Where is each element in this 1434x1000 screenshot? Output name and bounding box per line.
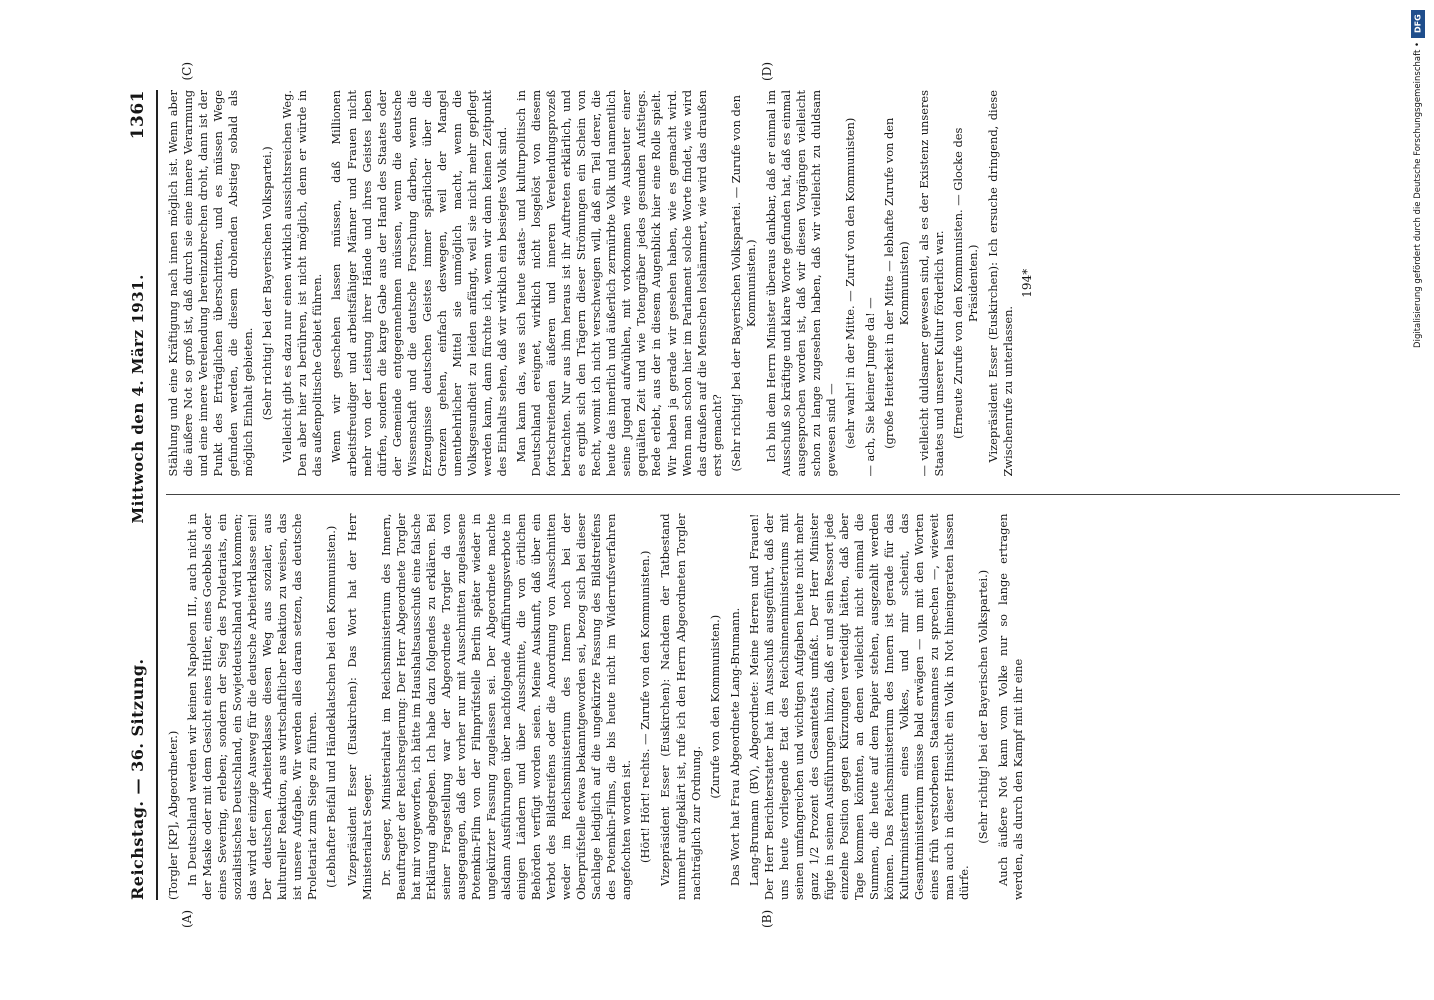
interjection: (Sehr richtig! bei der Bayerischen Volkspartei. — Zurufe von den Kommunisten.) <box>728 95 758 472</box>
page-number: 1361 <box>128 90 148 140</box>
paragraph: Auch äußere Not kann vom Volke nur so lange ertragen werden, als durch den Kampf mit ihr eine <box>996 513 1026 900</box>
paragraph: Vizepräsident Esser (Euskirchen): Ich ersuche dringend, diese Zwischenrufe zu unterlassen. <box>986 90 1016 477</box>
interjection: (Zurufe von den Kommunisten.) <box>707 614 722 799</box>
page-header <box>128 90 158 900</box>
paragraph: Vielleicht gibt es dazu nur einen wirklich aussichtsreichen Weg. Den aber hier zu berühren, ist nicht möglich, denn er würde in das außenpolitische Gebiet führen. <box>280 90 325 477</box>
header-date: Mittwoch den 4. März 1931. <box>129 274 147 524</box>
interjection: (große Heiterkeit in der Mitte — lebhafte Zurufe von den Kommunisten) <box>882 117 912 449</box>
right-column <box>166 90 1400 477</box>
header-left: Reichstag. — 36. Sitzung. <box>128 658 147 900</box>
text-columns <box>166 90 1400 900</box>
margin-mark-a: (A) <box>180 909 194 928</box>
paragraph: — vielleicht duldsamer gewesen sind, als es der Existenz unseres Staates und unserer Kultur förderlich war. <box>917 90 947 477</box>
interjection: (Sehr richtig! bei der Bayerischen Volkspartei.) <box>976 569 991 844</box>
margin-mark-b: (B) <box>760 909 774 928</box>
paragraph: Wenn wir geschehen lassen müssen, daß Millionen arbeitsfreudiger und arbeitsfähiger Männer und Frauen nicht mehr von der Leistung ihrer Hände und ihres Geistes leben dürfen, sondern die karge Gabe aus der Hand des Staates oder der Gemeinde entgegennehmen müssen, wenn die deutsche Wissenschaft und die deutsche Forschung darben, wenn die Erzeugnisse deutschen Geistes immer spärlicher über die Grenzen gehen, einfach deswegen, weil der Mangel unentbehrlicher Mittel sie unmöglich macht, wenn die Volksgesundheit zu leiden anfängt, weil sie nicht mehr gepflegt werden kann, dann fürchte ich, wenn wir dann keinen Zeitpunkt des Einhalts sehen, daß wir wirklich ein besiegtes Volk sind. <box>329 90 509 477</box>
left-column <box>166 514 1400 901</box>
signature-mark: 194* <box>1020 268 1035 298</box>
paragraph: Dr. Seeger, Ministerialrat im Reichsministerium des Innern, Beauftragter der Reichsregierung: Der Herr Abgeordnete Torgler hat mir vorgeworfen, ich hätte im Haushaltsausschuß eine falsche Erklärung abgegeben. Ich habe dazu folgendes zu erklären. Bei seiner Fragestellung war der Abgeordnete Torgler da von ausgegangen, daß der vorher nur mit Ausschnitten zugelassene Potemkin-Film von der Filmprüfstelle Berlin später wieder in ungekürzter Fassung zugelassen sei. Der Abgeordnete machte alsdann Ausführungen über nachfolgende Aufführungsverbote in einigen Ländern und über Ausschnitte, die von örtlichen Behörden verfügt worden seien. Meine Auskunft, daß über ein Verbot des Bildstreifens oder die Anordnung von Ausschnitten weder im Reichsministerium des Innern noch bei der Oberprüfstelle etwas bekanntgeworden sei, bezog sich bei dieser Sachlage lediglich auf die ungekürzte Fassung des Bildstreifens des Potemkin-Films, die bis heute nicht im Widerrufsverfahren angefochten worden ist. <box>378 513 634 900</box>
margin-mark-c: (C) <box>180 62 194 81</box>
document-page <box>120 60 1420 940</box>
paragraph: — ach, Sie kleiner Junge da! — <box>863 297 878 477</box>
interjection: (sehr wahr! in der Mitte. — Zuruf von den Kommunisten) <box>843 117 858 449</box>
paragraph: Vizepräsident Esser (Euskirchen): Nachdem der Tatbestand nunmehr aufgeklärt ist, rufe ich den Herrn Abgeordneten Torgler nachträglich zur Ordnung. <box>658 513 703 900</box>
paragraph: Ich bin dem Herrn Minister überaus dankbar, daß er einmal im Ausschuß so kräftige und klare Worte gefunden hat, daß es einmal ausgesprochen worden ist, daß wir diesen Vorgängen vielleicht schon zu lange zugesehen haben, daß wir vielleicht zu duldsam gewesen sind — <box>763 90 838 477</box>
paragraph: In Deutschland werden wir keinen Napoleon III., auch nicht in der Maske oder mit dem Gesicht eines Hitler, eines Goebbels oder eines Severing, erleben; sondern der Sieg des Proletariats, ein sozialistisches Deutschland, ein Sowjetdeutschland wird kommen; das wird der einzige Ausweg für die deutsche Arbeiterklasse sein! Der deutschen Arbeiterklasse diesen Weg aus sozialer, aus kultureller Reaktion, aus wirtschaftlicher Reaktion zu weisen, das ist unsere Aufgabe. Wir werden alles daran setzen, das deutsche Proletariat zum Siege zu führen. <box>185 513 320 900</box>
dfg-logo: DFG <box>1411 10 1425 38</box>
paragraph: Lang-Brumann (BV), Abgeordnete: Meine Herren und Frauen! Der Herr Berichterstatter hat im Ausschuß ausgeführt, daß der uns heute vorliegende Etat des Reichsinnenministeriums mit seinen umfangreichen und wichtigen Aufgaben heute nicht mehr ganz 1/2 Prozent des Gesamtetats umfaßt. Der Herr Minister fügte in seinen Ausführungen hinzu, daß er und sein Ressort jede einzelne Position gegen Kürzungen verteidigt hätten, daß aber Tage kommen könnten, an denen vielleicht nicht einmal die Summen, die heute auf dem Papier stehen, ausgezahlt werden können. Das Reichsministerium des Innern ist gerade für das Kulturministerium eines Volkes, und mir scheint, das Gesamtministerium müsse bald erwägen — um mit den Worten eines früh verstorbenen Staatsmannes zu sprechen —, wieweit man auch in dieser Hinsicht ein Volk in Not hineingeraten lassen dürfe. <box>746 513 972 900</box>
interjection: (Lebhafter Beifall und Händeklatschen bei den Kommunisten.) <box>324 525 339 888</box>
interjection: (Sehr richtig! bei der Bayerischen Volkspartei.) <box>260 146 275 421</box>
paragraph: (Torgler [KP], Abgeordneter.) <box>166 730 180 900</box>
margin-mark-d: (D) <box>760 62 774 81</box>
dfg-sidebar <box>1408 10 1428 990</box>
paragraph: Vizepräsident Esser (Euskirchen): Das Wort hat der Herr Ministerialrat Seeger. <box>344 513 374 900</box>
interjection: (Erneute Zurufe von den Kommunisten. — Glocke des Präsidenten.) <box>951 127 981 439</box>
dfg-funding-note: Digitalisierung gefördert durch die Deutsche Forschungsgemeinschaft • <box>1413 42 1423 348</box>
column-divider <box>166 495 1400 496</box>
paragraph: Stählung und eine Kräftigung nach innen möglich ist. Wenn aber die äußere Not so groß ist, daß durch sie eine innere Verarmung und eine innere Verelendung hereinzubrechen droht, dann ist der Punkt des Erträglichen überschritten, und es müssen Wege gefunden werden, die diesem drohenden Abstieg sobald als möglich Einhalt gebieten. <box>166 90 256 477</box>
paragraph: Das Wort hat Frau Abgeordnete Lang-Brumann. <box>727 607 742 886</box>
paragraph: Man kann das, was sich heute staats- und kulturpolitisch in Deutschland ereignet, wirklich nicht losgelöst von diesem fortschreitenden äußeren und inneren Verelendungsprozeß betrachten. Nur aus ihm heraus ist ihr Auftreten erklärlich, und es ergibt sich den Trägern dieser Strömungen ein Schein von Recht, womit ich nicht verschweigen will, daß ein Teil derer, die heute das innerlich und äußerlich zermürbte Volk und namentlich seine Jugend aufwühlen, mit vorkommen wie Ausbeuter einer gequälten Zeit und wie Totengräber jedes gesunden Aufstiegs. Rede erlebt, aus der in diesem Augenblick hier eine Rolle spielt. Wir haben ja gerade wir gesehen haben, wie es gemacht wird. Wenn man schon hier im Parlament solche Worte findet, wie wird das draußen auf die Menschen loshämmert, wie wird das draußen erst gemacht? <box>514 90 724 477</box>
interjection: (Hört! Hört! rechts. — Zurufe von den Kommunisten.) <box>638 550 653 863</box>
